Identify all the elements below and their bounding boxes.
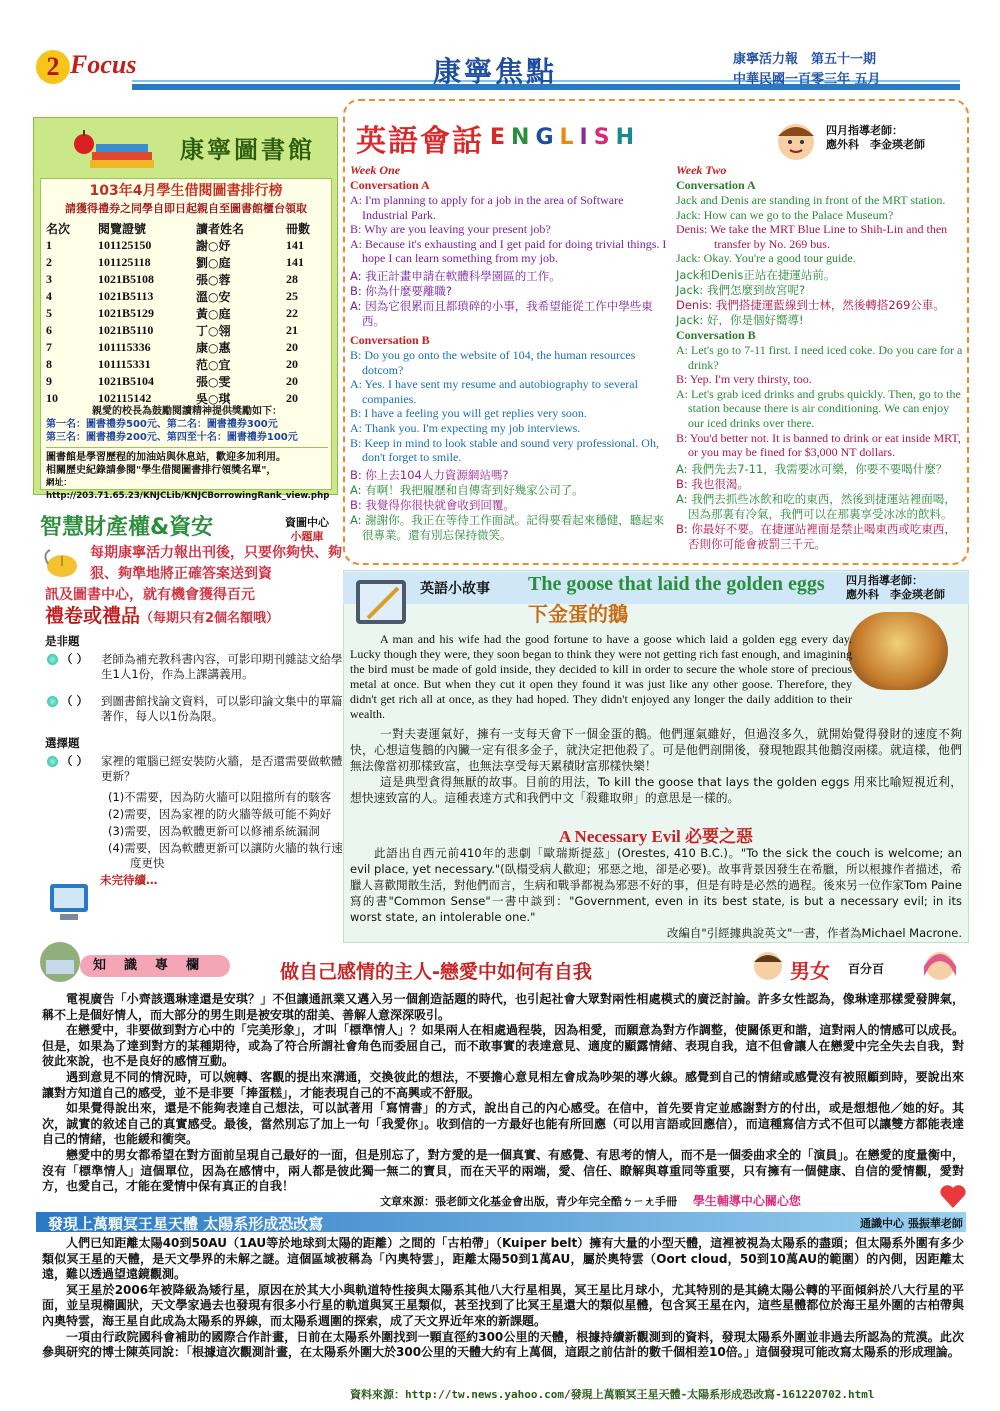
ip-quiz-title: 智慧財產權&資安: [40, 515, 214, 540]
publication-name: 康寧活力報: [733, 52, 799, 67]
rank-cell: 1: [46, 238, 52, 252]
name-cell: 黃○庭: [196, 307, 231, 321]
w2b-zh: A: 我們去抓些冰飲和吃的東西，然後到捷運站裡面喝，因為那裏有冷氣，我們可以在那裏享受冰冰的飲料。: [676, 491, 956, 521]
card-cell: 1021B5113: [98, 289, 154, 303]
ip-quiz-intro: 每期康寧活力報出刊後，只要你夠快、夠狠、夠準地將正確答案送到資: [90, 545, 342, 582]
tf1-text: 老師為補充教科書內容，可影印期刊雜誌文給學生1人1份，作為上課講義用。: [101, 652, 343, 681]
story-label: 英語小故事: [420, 581, 490, 597]
w1-conv-a-heading: Conversation A: [350, 178, 430, 192]
ranking-row: [46, 339, 328, 356]
rank-cell: 6: [46, 323, 52, 337]
books-apple-icon: [70, 126, 170, 170]
english-letter: S: [593, 125, 616, 150]
english-teacher-2: 應外科 李金瑛老師: [826, 138, 925, 151]
w2a-zh: Jack: 好，你是個好嚮導!: [676, 312, 804, 327]
mc-question: 家裡的電腦已經安裝防火牆，是否還需要做軟體更新？: [101, 754, 343, 783]
tf2-text: 到圖書館找論文資料，可以影印論文集中的單篇著作，每人以1份為限。: [101, 694, 343, 723]
heart-icon: [938, 1182, 968, 1210]
mc-option: (1)不需要，因為防火牆可以阻擋所有的駭客: [108, 790, 332, 804]
name-cell: 張○雯: [196, 375, 231, 389]
love-source-text: 文章來源：張老師文化基金會出版，青少年完全酷ㄅㄧㄤ手冊: [380, 1195, 677, 1208]
love-para: 在戀愛中，非要做到對方心中的「完美形象」，才叫「標準情人」？如果兩人在相處過程裝，因為相愛，而願意為對方作調整，使關係更和諧，這對兩人的情感可以成長。但是，如果為了達到對方的某種期待，或為了符合所謂社會角色而委屈自己，而不敢事實的表達意見、適度的顯露情緒、表現自我，這不但會讓人在戀愛中完全失去自我，對彼此來說，也不是良好的感情互動。: [42, 1023, 964, 1069]
w2a-zh: Jack和Denis正站在捷運站前。: [676, 267, 836, 282]
library-footer-1: 圖書館是學習歷程的加油站與休息站，歡迎多加利用。: [46, 447, 328, 464]
ranking-row: [46, 373, 328, 390]
library-url[interactable]: 網址：http://203.71.65.23/KNJCLib/KNJCBorrowingRank_view.php: [46, 478, 330, 501]
love-source: [380, 1192, 970, 1209]
ranking-header-row: [46, 220, 328, 237]
bullet-icon: [47, 696, 58, 707]
card-cell: 1021B5104: [98, 374, 155, 388]
male-female-tag: 男女: [790, 959, 830, 983]
count-cell: 20: [286, 357, 298, 371]
w2a-line: Jack: Okay. You're a good tour guide.: [676, 251, 856, 266]
english-teacher: [826, 124, 925, 152]
story-title-zh: 下金蛋的鵝: [528, 602, 628, 626]
w2a-line: Denis: We take the MRT Blue Line to Shih-Lin and then transfer by No. 269 bus.: [676, 222, 948, 251]
tablet-icon: [350, 574, 414, 632]
english-letter: L: [559, 125, 580, 150]
quiz-item-tf1: [45, 652, 345, 682]
ip-quiz-intro-2: [45, 585, 345, 629]
pluto-title: 發現上萬顆冥王星天體 太陽系形成恐改寫: [48, 1215, 324, 1233]
english-letter: H: [615, 125, 641, 150]
mouse-icon: [40, 544, 86, 584]
love-para: 電視廣告「小齊該選琳達還是安琪？」不但讓通訊業又邁入另一個創造話題的時代，也引起社會大眾對兩性相處模式的廣泛討論。許多女性認為，像琳達那樣愛發脾氣，稱不上是個好情人，而大部分的男生則是被安琪的甜美、善解人意深深吸引。: [42, 992, 964, 1022]
week-one-label: Week One: [350, 163, 401, 177]
ranking-row: [46, 288, 328, 305]
prize-line-1: 第一名：圖書禮券500元、第二名：圖書禮券300元: [46, 419, 278, 430]
count-cell: 22: [286, 306, 298, 320]
w2b-line: A: Let's go to 7-11 first. I need iced coke. Do you care for a drink?: [676, 342, 963, 372]
w2-conv-a-heading: Conversation A: [676, 178, 756, 192]
counseling-sign: 學生輔導中心關心您: [692, 1194, 801, 1208]
quiz-item-mc: [45, 754, 345, 784]
english-title: 英語會話: [356, 124, 484, 159]
card-cell: 101125118: [98, 255, 151, 269]
name-cell: 張○蓉: [196, 273, 231, 287]
boy-face-icon: [748, 948, 788, 984]
love-para: 遇到意見不同的情況時，可以婉轉、客觀的提出來溝通，交換彼此的想法，不要擔心意見相左會成為吵架的導火線。感覺到自己的情緒或感覺沒有被照顧到時，要說出來讓對方知道自己的感受，並不是非要「捧蛋糕」，才能表現自己的不高興或不舒服。: [42, 1069, 964, 1100]
english-letter: G: [535, 125, 560, 150]
card-cell: 101115331: [98, 357, 151, 371]
kid-face-icon: [770, 118, 822, 162]
english-letter: E: [490, 125, 512, 150]
pluto-para: 一項由行政院國科會補助的國際合作計畫，日前在太陽系外圍找到一顆直徑約300公里的天體，根據持續新觀測到的資料，發現太陽系外圍並非過去所認為的荒漠。此次參與研究的博士陳英同說：「根據這次觀測計畫，在太陽系外圍大於300公里的天體大約有上萬個，這跟之前估計的數千個相差10倍。」這個發現可能改寫太陽系的形成理論。: [42, 1329, 964, 1360]
girl-face-icon: [920, 946, 960, 984]
story-para-note: 這是典型貪得無厭的故事。目前的用法，To kill the goose that lays the golden eggs 用來比喻短視近利，想快速致富的人。這種表達方式和我們中文「殺雞取卵」的意思是一樣的。: [350, 775, 962, 805]
story-teacher: [846, 574, 945, 602]
count-cell: 20: [286, 340, 298, 354]
knowledge-tag: 知識專欄: [80, 955, 230, 977]
name-cell: 范○宜: [196, 358, 231, 372]
story-para-en: A man and his wife had the good fortune to have a goose which laid a golden egg every day. Lucky though they were, they soon began to think they were not getting rich fast enough, and imagining the bird must be made of gold inside, they decided to kill in order to secure the whole store of precious metal at once. But when they cut it open they found it was just like any other goose. Therefore, they didn't get rich all at once, as they had hoped. They didn't enjoyed any longer the daily addition to their wealth.: [350, 632, 852, 721]
count-cell: 20: [286, 391, 298, 405]
count-cell: 20: [286, 374, 298, 388]
ranking-row: [46, 322, 328, 339]
col-count: 冊數: [286, 222, 311, 236]
story-teacher-2: 應外科 李金瑛老師: [846, 588, 945, 601]
w2a-zh: Jack: 我們怎麼到故宮呢?: [676, 282, 806, 297]
story-text: [350, 632, 962, 806]
library-title: 康寧圖書館: [180, 136, 315, 164]
name-cell: 丁○翎: [196, 324, 231, 338]
w1b-line: B: Do you go onto the website of 104, the human resources dotcom?: [350, 347, 636, 377]
w1b-line: B: Keep in mind to look stable and sound very professional. Oh, don't forget to smile.: [350, 435, 659, 465]
w2b-line: B: You'd better not. It is banned to drink or eat inside MRT, or you may be fined for $3,000 NT dollars.: [676, 430, 961, 460]
w1a-line: A: I'm planning to apply for a job in the area of Software Industrial Park.: [350, 193, 624, 222]
count-cell: 25: [286, 289, 298, 303]
rank-cell: 9: [46, 374, 52, 388]
col-rank: 名次: [46, 222, 71, 236]
mc-option: (2)需要，因為家裡的防火牆等級可能不夠好: [108, 807, 332, 821]
ip-quiz-source: [285, 516, 329, 544]
evil-text: 此語出自西元前410年的悲劇「歐瑞斯提茲」(Orestes, 410 B.C.)。"To the sick the couch is welcome; an evil place, yet necessary."(臥榻受病人歡迎；邪惡之地，卻是必要)。故事背景因發生在希臘，所以根據作者描述，希臘人喜歡閒散生活，對他們而言，生病和戰爭都視為邪惡不好的事，但是有時是必然的過程。後來另一位作家Tom Paine寫的書"Common Sense"一書中談到："Government, even in its best state, is but a necessary evil; in its worst state, an intolerable one.": [350, 846, 962, 924]
issue-date: 中華民國一百零三年 五月: [733, 72, 881, 87]
count-cell: 21: [286, 323, 298, 337]
english-word: [490, 125, 640, 150]
tf-header: 是非題: [45, 634, 80, 648]
computer-icon: [44, 878, 94, 928]
issue-number: 第五十一期: [811, 52, 877, 67]
ranking-row: [46, 271, 328, 288]
continued-label: 未完待續…: [100, 873, 158, 887]
ranking-row: [46, 254, 328, 271]
pluto-source-link[interactable]: 資料來源：http://tw.news.yahoo.com/發現上萬顆冥王星天體-太陽系形成恐改寫-161220702.html: [350, 1388, 875, 1401]
name-cell: 劉○庭: [196, 256, 231, 270]
count-cell: 141: [286, 255, 304, 269]
ip-quiz-source-1: 資圖中心: [285, 516, 329, 529]
w2a-line: Jack: How can we go to the Palace Museum?: [676, 207, 894, 222]
ranking-title: 103年4月學生借閱圖書排行榜: [89, 183, 283, 199]
w1a-zh: A: 因為它很累而且都瑣碎的小事，我希望能從工作中學些東西。: [350, 298, 653, 328]
love-para: 如果覺得說出來，還是不能夠表達自己想法，可以試著用「寫情書」的方式，說出自己的內心感受。在信中，首先要肯定並感謝對方的付出，或是想想他／她的好。其次，誠實的敘述自己的真實感受。最後，當然別忘了加上一句「我愛你」。收到信的一方最好也能有所回應（可以用言語或回應信），而這種寫信方式不但可以讓雙方都能表達自己的情緒，也能緩和衝突。: [42, 1101, 964, 1147]
w1b-line: A: Thank you. I'm expecting my job interviews.: [350, 420, 581, 435]
card-cell: 1021B5110: [98, 323, 154, 337]
love-title: 做自己感情的主人-戀愛中如何有自我: [280, 961, 592, 983]
rank-cell: 7: [46, 340, 52, 354]
w1a-line: B: Why are you leaving your present job?: [350, 222, 551, 237]
w2-conv-b-heading: Conversation B: [676, 327, 756, 342]
name-cell: 吳○琪: [196, 392, 231, 406]
col-name: 讀者姓名: [196, 222, 245, 236]
ip-quiz-source-2: 小題庫: [290, 530, 324, 543]
story-teacher-1: 四月指導老師：: [846, 574, 923, 587]
male-female-pct: 百分百: [848, 962, 885, 976]
ranking-table: [46, 220, 328, 407]
prize-line-2: 第三名：圖書禮券200元、第四至十名：圖書禮券100元: [46, 432, 298, 443]
name-cell: 溫○安: [196, 290, 231, 304]
ranking-row: [46, 305, 328, 322]
evil-credit: 改編自"引經據典說英文"一書，作者為Michael Macrone.: [666, 926, 962, 940]
love-text: [42, 992, 964, 1195]
page-title: 康寧焦點: [432, 55, 557, 88]
section-label: Focus: [70, 50, 137, 79]
bullet-icon: [47, 654, 58, 665]
card-cell: 1021B5108: [98, 272, 155, 286]
w1b-line: A: Yes. I have sent my resume and autobiography to several companies.: [350, 377, 638, 406]
w2a-zh: Denis: 我們搭捷運藍線到士林，然後轉搭269公車。: [676, 297, 945, 312]
w2b-zh: B: 我也很渴。: [676, 476, 749, 491]
publication-info: [733, 50, 881, 90]
photo-thumb-icon: [38, 940, 82, 984]
quiz-item-tf2: [45, 694, 345, 724]
w1b-zh: A: 謝謝你。我正在等待工作面試。記得要看起來穩健，聽起來很專業。還有別忘保持微笑。: [350, 512, 665, 542]
ranking-row: [46, 356, 328, 373]
w1b-line: B: I have a feeling you will get replies very soon.: [350, 406, 587, 421]
w2b-line: B: Yep. I'm very thirsty, too.: [676, 372, 812, 387]
rank-cell: 5: [46, 306, 52, 320]
story-title-en: The goose that laid the golden eggs: [528, 573, 825, 595]
w2b-zh: B: 你最好不要。在捷運站裡面是禁止喝東西或吃東西，否則你可能會被罰三千元。: [676, 521, 956, 551]
week-one-column: [350, 163, 668, 543]
rank-cell: 3: [46, 272, 52, 286]
w1-conv-b-heading: Conversation B: [350, 332, 430, 347]
pluto-text: [42, 1236, 964, 1361]
rank-cell: 2: [46, 255, 52, 269]
quiz-list: [45, 630, 345, 888]
english-letter: N: [511, 125, 536, 150]
w1b-zh: B: 我覺得你很快就會收到回覆。: [350, 497, 515, 512]
w2b-line: A: Let's grab iced drinks and grubs quickly. Then, go to the station because there is air conditioning. We can enjoy our iced drinks over there.: [676, 386, 961, 430]
evil-title: A Necessary Evil 必要之惡: [558, 827, 754, 846]
rank-cell: 10: [46, 391, 58, 405]
w1b-zh: A: 有啊！我把履歷和自傳寄到好幾家公司了。: [350, 482, 584, 497]
answer-bracket[interactable]: （ ）: [61, 754, 89, 768]
page-number: 2: [36, 50, 70, 84]
english-letter: I: [579, 125, 594, 150]
pluto-para: 冥王星於2006年被降級為矮行星，原因在於其大小與軌道特性接與太陽系其他八大行星相異，冥王星比月球小，尤其特別的是其繞太陽公轉的平面傾斜於八大行星的平面，並呈現橢圓狀，天文學家過去也發現有很多小行星的軌道與冥王星類似，甚至找到了比冥王星還大的類似星體，包含冥王星在內，這些星體都位於海王星外圍的古柏帶與內奧特雲，海王星自此成為太陽系的界線，而太陽系週圍的探索，成了天文界近年來的新課題。: [42, 1282, 964, 1328]
evil-text-block: [350, 845, 962, 941]
count-cell: 28: [286, 272, 298, 286]
ip-prize: 禮卷或禮品: [45, 605, 141, 627]
w1a-line: A: Because it's exhausting and I get paid for doing trivial things. I hope I can learn something from my job.: [350, 236, 667, 266]
ip-prize-note: （每期只有2個名額哦）: [140, 611, 280, 626]
mc-option: (3)需要，因為軟體更新可以修補系統漏洞: [108, 824, 320, 838]
w2b-zh: A: 我們先去7-11，我需要冰可樂，你要不要喝什麼？: [676, 461, 948, 476]
answer-bracket[interactable]: （ ）: [61, 694, 89, 708]
rank-cell: 4: [46, 289, 52, 303]
library-notes: [46, 405, 328, 503]
bullet-icon: [47, 756, 58, 767]
rank-cell: 8: [46, 357, 52, 371]
library-footer-2: 相關歷史紀錄請參閱"學生借閱圖書排行領獎名單"，: [46, 465, 277, 476]
card-cell: 1021B5129: [98, 306, 155, 320]
week-two-label: Week Two: [676, 163, 727, 177]
mc-option: (4)需要，因為軟體更新可以讓防火牆的執行速度更快: [108, 841, 343, 870]
english-teacher-1: 四月指導老師：: [826, 124, 903, 137]
count-cell: 141: [286, 238, 304, 252]
pluto-para: 人們已知距離太陽40到50AU（1AU等於地球到太陽的距離）之間的「古柏帶」（Kuiper belt）擁有大量的小型天體，這裡被視為太陽系的盡頭；但太陽系外圍有多少類似冥王星的天體，是天文學界的未解之謎。這個區域被稱為「內奧特雲」，距離太陽50到1萬AU，屬於奧特雲（Oort cloud，50到10萬AU的範圍）的內側，因距離太遠，難以透過望遠鏡觀測。: [42, 1236, 964, 1282]
w1b-zh: B: 你上去104人力資源網站嗎?: [350, 467, 509, 482]
ip-quiz-intro-line2: 訊及圖書中心，就有機會獲得百元: [45, 587, 255, 603]
ranking-row: [46, 237, 328, 254]
col-card: 閱覽證號: [98, 222, 147, 236]
week-two-column: [676, 163, 966, 552]
prize-intro: 親愛的校長為鼓勵閱讀精神提供獎勵如下：: [92, 406, 282, 417]
love-para: 戀愛中的男女都希望在對方面前呈現自己最好的一面，但是別忘了，對方愛的是一個真實、有感覺、有思考的情人，而不是一個委曲求全的「演員」。在戀愛的度量衡中，沒有「標準情人」這個單位，因為在感情中，兩人都是彼此獨一無二的寶貝，而在天平的兩端，愛、信任、瞭解與尊重同等重要，只有擁有一個健康、自信的愛情觀，愛對方，也愛自己，才能在愛情中保有真正的自我！: [42, 1147, 964, 1194]
name-cell: 謝○妤: [196, 239, 231, 253]
w2a-line: Jack and Denis are standing in front of the MRT station.: [676, 193, 946, 207]
card-cell: 101115336: [98, 340, 151, 354]
w1a-zh: A: 我正計畫申請在軟體科學園區的工作。: [350, 268, 561, 283]
ranking-note: 請獲得禮券之同學自即日起親自至圖書館櫃台領取: [65, 202, 307, 215]
answer-bracket[interactable]: （ ）: [61, 652, 89, 666]
card-cell: 101125150: [98, 238, 152, 252]
w1a-zh: B: 你為什麼要離職?: [350, 283, 453, 298]
pluto-author: 通識中心 張振華老師: [860, 1217, 963, 1230]
mc-header: 選擇題: [45, 736, 80, 750]
name-cell: 康○惠: [196, 341, 231, 355]
story-para-zh: 一對夫妻運氣好，擁有一支每天會下一個金蛋的鵝。他們運氣雖好，但過沒多久，就開始覺得發財的速度不夠快，心想這隻鵝的內臟一定有很多金子，就決定把他殺了。可是他們剖開後，發現牠跟其他鵝沒兩樣。就這樣，他們無法像當初那樣致富，也無法享受每天累積財富那樣快樂！: [350, 727, 962, 773]
card-cell: 102115142: [98, 391, 152, 405]
